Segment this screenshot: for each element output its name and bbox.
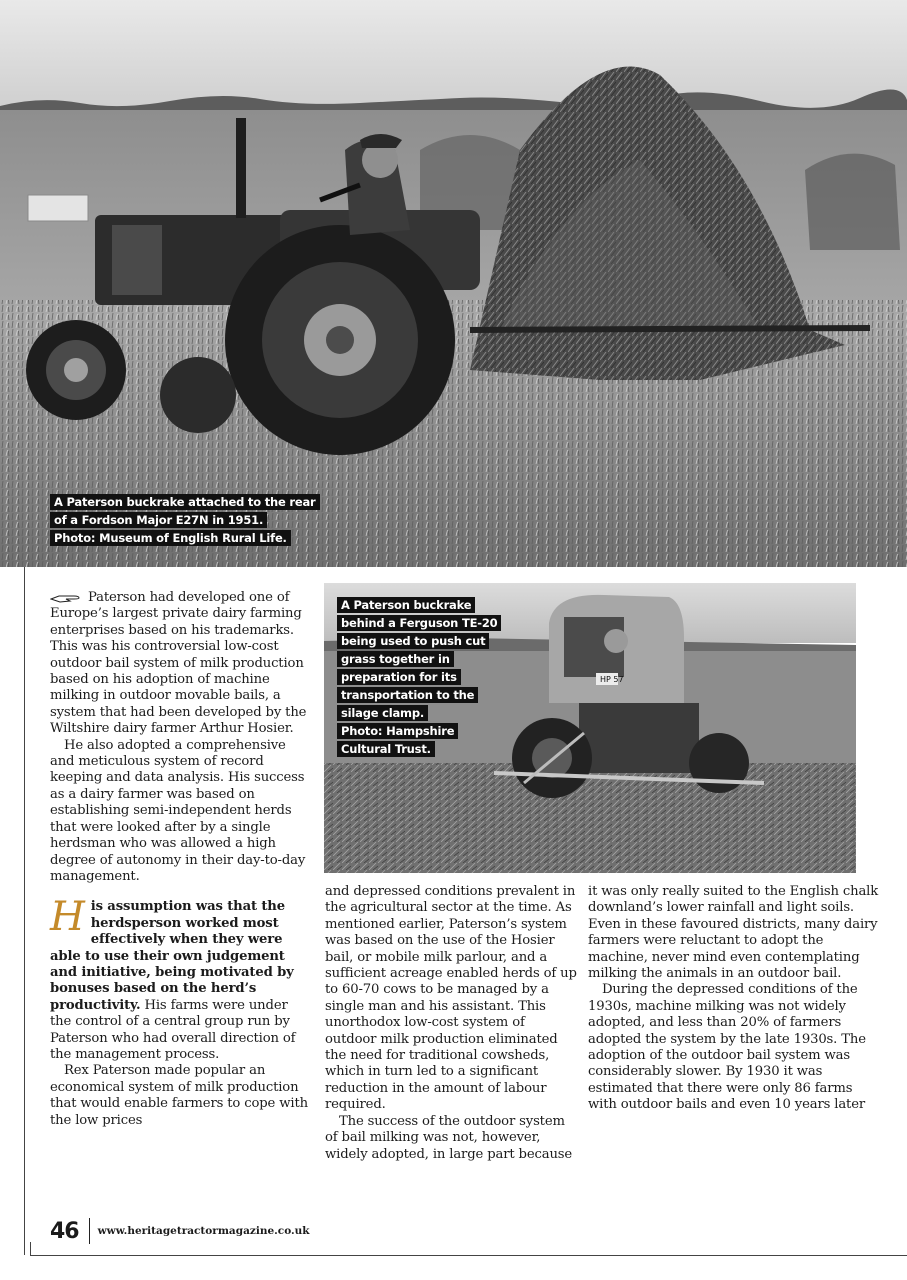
article-paragraph: Rex Paterson made popular an economical system of milk production that would enable farmers to cope with the low prices: [50, 1063, 308, 1128]
article-column-3: [588, 884, 885, 1114]
inset-caption-line: behind a Ferguson TE-20: [337, 615, 501, 631]
main-photo-caption: [50, 494, 320, 548]
main-photo-tractor-buckrake: [0, 0, 907, 567]
article-column-1: [50, 590, 312, 1129]
frame-corner-bottom-left: [30, 1242, 44, 1256]
inset-caption-line: transportation to the: [337, 687, 478, 703]
number-plate-text: HP 57: [600, 675, 624, 684]
page-number: 46: [50, 1218, 79, 1244]
drop-cap: H: [50, 894, 85, 941]
inset-caption-line: Cultural Trust.: [337, 741, 435, 757]
pointing-hand-icon: [50, 593, 80, 603]
inset-caption-line: being used to push cut: [337, 633, 489, 649]
main-caption-line: A Paterson buckrake attached to the rear: [50, 494, 320, 510]
inset-caption-line: silage clamp.: [337, 705, 428, 721]
article-paragraph: and depressed conditions prevalent in the agricultural sector at the time. As mentioned earlier, Paterson’s system was based on the use of the Hosier bail, or mobile milk parlour, and a sufficient acreage enabled herds of up to 60-70 cows to be managed by a single man and his assistant. This unorthodox low-cost system of outdoor milk production eliminated the need for traditional cowsheds, which in turn led to a significant reduction in the amount of labour required.: [325, 884, 577, 1113]
main-caption-line: of a Fordson Major E27N in 1951.: [50, 512, 267, 528]
lead-in-bold-text: is assumption was that the herdsperson worked most effectively when they were able to use their own judgement and initiative, being motivated by bonuses based on the herd’s productivity.: [50, 899, 294, 1013]
inset-caption-line: grass together in: [337, 651, 454, 667]
frame-line-bottom: [44, 1255, 907, 1256]
article-paragraph: it was only really suited to the English chalk downland’s lower rainfall and light soils. Even in these favoured districts, many dairy farmers were reluctant to adopt the machine, never mind even contemplating milking the animals in an outdoor bail.: [588, 884, 879, 982]
paragraph-text: His farms were under the control of a central group run by Paterson who had overall direction of the management process.: [50, 997, 296, 1062]
paragraph-text: Paterson had developed one of Europe’s largest private dairy farming enterprises based on his trademarks. This was his controversial low-cost outdoor bail system of milk production based on his adoption of machine milking in outdoor movable bails, a system that had been developed by the Wiltshire dairy farmer Arthur Hosier.: [50, 590, 307, 737]
main-caption-line: Photo: Museum of English Rural Life.: [50, 530, 291, 546]
article-paragraph: [50, 590, 312, 738]
inset-caption-line: Photo: Hampshire: [337, 723, 458, 739]
article-paragraph: During the depressed conditions of the 1930s, machine milking was not widely adopted, and less than 20% of farmers adopted the system by the late 1930s. The adoption of the outdoor bail system was considerably slower. By 1930 it was estimated that there were only 86 farms with outdoor bails and even 10 years later: [588, 982, 866, 1113]
inset-caption-line: A Paterson buckrake: [337, 597, 475, 613]
inset-caption-line: preparation for its: [337, 669, 461, 685]
website-url: www.heritagetractormagazine.co.uk: [97, 1225, 310, 1237]
page-footer: [50, 1218, 310, 1244]
footer-divider: [89, 1218, 90, 1244]
article-paragraph: The success of the outdoor system of bail milking was not, however, widely adopted, in large part because: [325, 1113, 573, 1162]
article-paragraph-lead: [50, 894, 312, 1063]
article-paragraph: He also adopted a comprehensive and meticulous system of record keeping and data analysis. His success as a dairy farmer was based on establishing semi-independent herds that were looked after by a single herdsman who was allowed a high degree of autonomy in their day-to-day management.: [50, 737, 306, 884]
inset-photo-caption: [337, 597, 501, 759]
article-column-2: [325, 884, 577, 1163]
